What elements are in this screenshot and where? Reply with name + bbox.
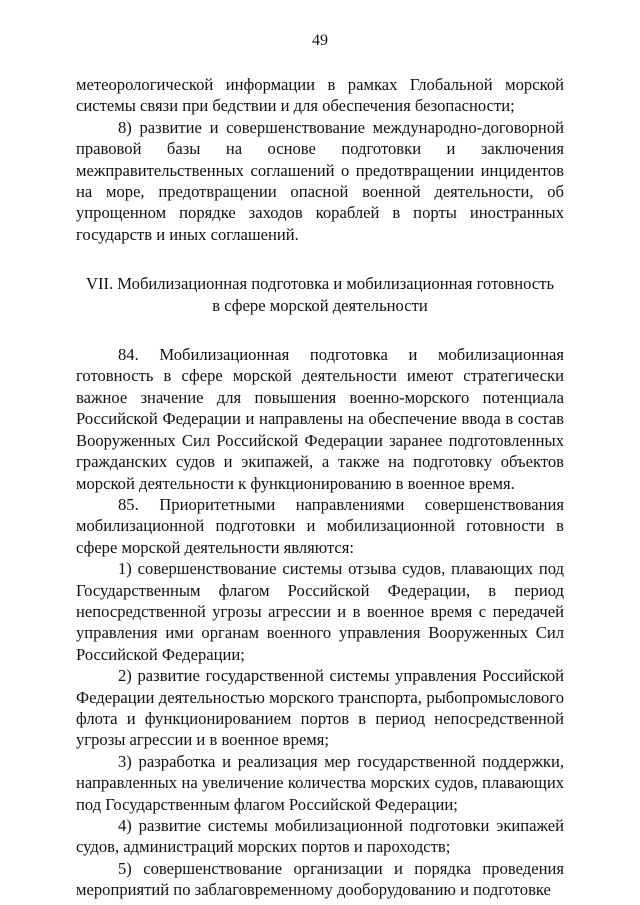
document-body: [76, 74, 564, 901]
paragraph: 84. Мобилизационная подготовка и мобилизационная готовность в сфере морской деятельности имеют стратегически важное значение для повышения военно-морского потенциала Российской Федерации и направлены на обеспечение ввода в состав Вооруженных Сил Российской Федерации заранее подготовленных гражданских судов и экипажей, а также на подготовку объектов морской деятельности к функционированию в военное время.: [76, 345, 564, 493]
section-heading: [76, 273, 564, 316]
section-heading-line-1: VII. Мобилизационная подготовка и мобилизационная готовность: [85, 274, 555, 294]
paragraph: 85. Приоритетными направлениями совершенствования мобилизационной подготовки и мобилизационной готовности в сфере морской деятельности являются:: [76, 494, 564, 557]
list-item: 5) совершенствование организации и порядка проведения мероприятий по заблаговременному дооборудованию и подготовке: [76, 858, 564, 900]
page-number: 49: [312, 32, 328, 49]
paragraph: 8) развитие и совершенствование международно-договорной правовой базы на основе подготовки и заключения межправительственных соглашений о предотвращении инцидентов на море, предотвращении опасной военной деятельности, об упрощенном порядке заходов кораблей в порты иностранных государств и иных соглашений.: [76, 117, 564, 244]
list-item: 1) совершенствование системы отзыва судов, плавающих под Государственным флагом Российской Федерации, в период непосредственной угрозы агрессии и в военное время с передачей управления ими органам военного управления Вооруженных Сил Российской Федерации;: [76, 559, 564, 664]
list-item: 2) развитие государственной системы управления Российской Федерации деятельностью морского транспорта, рыбопромыслового флота и функционированием портов в период непосредственной угрозы агрессии и в военное время;: [76, 666, 564, 750]
list-item: 4) развитие системы мобилизационной подготовки экипажей судов, администраций морских портов и пароходств;: [76, 816, 564, 857]
paragraph: метеорологической информации в рамках Глобальной морской системы связи при бедствии и для обеспечения безопасности;: [76, 75, 564, 116]
list-item: 3) разработка и реализация мер государственной поддержки, направленных на увеличение количества морских судов, плавающих под Государственным флагом Российской Федерации;: [76, 751, 564, 814]
section-heading-line-2: в сфере морской деятельности: [212, 295, 428, 315]
